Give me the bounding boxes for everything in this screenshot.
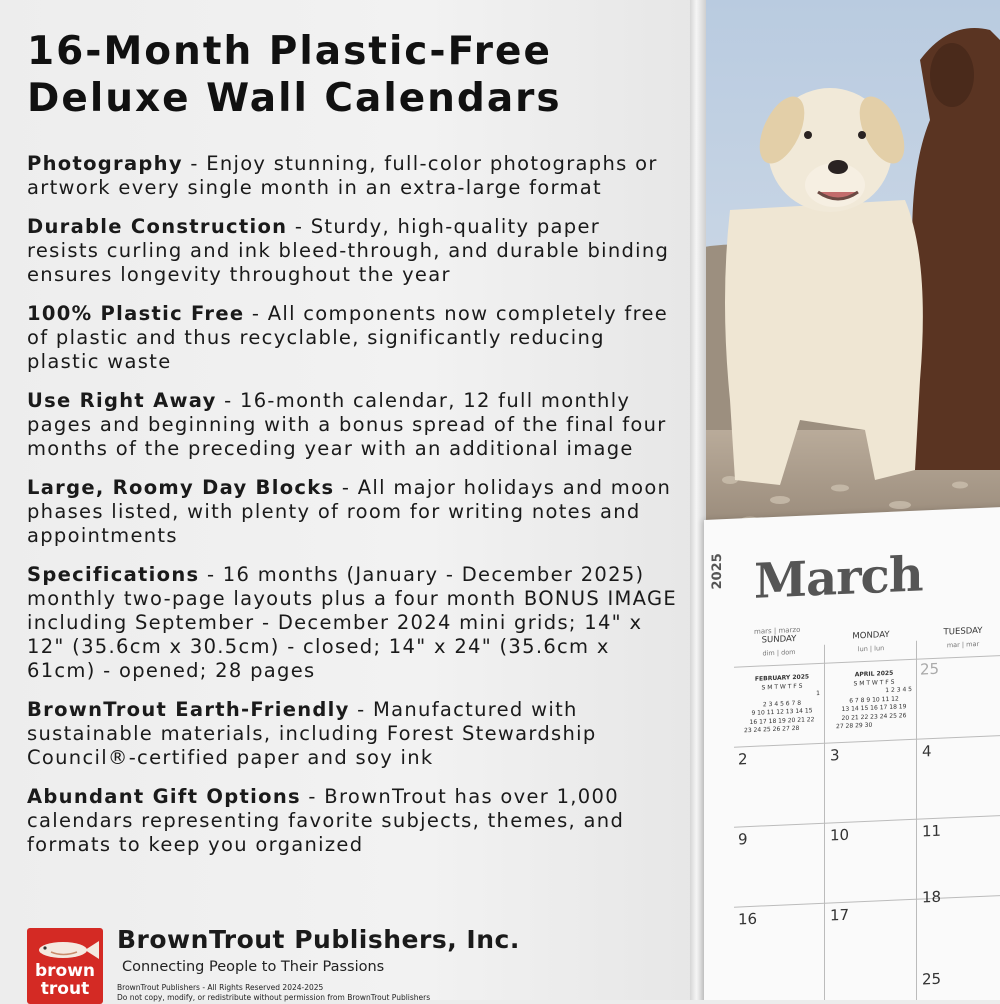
calendar-month: March — [754, 546, 923, 610]
labrador-dogs-photo — [690, 0, 1000, 560]
mini-calendar-title: APRIL 2025 — [854, 669, 894, 679]
feature-item — [27, 215, 677, 287]
feature-title: 100% Plastic Free — [27, 302, 245, 325]
day-header-monday: MONDAY — [852, 629, 890, 642]
date-cell: 11 — [922, 821, 942, 841]
date-cell: 18 — [922, 887, 942, 907]
date-cell: 4 — [922, 742, 932, 761]
date-cell: 9 — [738, 830, 748, 849]
title-line-2: Deluxe Wall Calendars — [27, 76, 562, 121]
feature-title: Specifications — [27, 563, 200, 586]
feature-title: Photography — [27, 152, 183, 175]
day-sub-tuesday: mar | mar — [946, 639, 980, 650]
logo-text-trout: trout — [40, 979, 90, 999]
date-cell: 17 — [830, 905, 850, 925]
browntrout-logo — [27, 928, 103, 1004]
grid-divider — [734, 894, 1000, 908]
date-cell: 3 — [830, 746, 840, 765]
day-header-sunday: SUNDAY — [761, 633, 797, 646]
calendar-preview — [690, 0, 1000, 1000]
mini-calendar-february — [744, 673, 820, 736]
grid-divider — [734, 814, 1000, 828]
mini-calendar-row: 16 17 18 19 20 21 22 — [749, 715, 815, 726]
feature-list — [27, 152, 677, 872]
date-cell: 25 — [920, 659, 940, 679]
date-cell: 16 — [738, 909, 758, 929]
calendar-year: 2025 — [710, 552, 725, 590]
mini-calendar-row: 1 — [816, 689, 820, 698]
mini-calendar-row: 1 2 3 4 5 — [885, 685, 912, 695]
mini-calendar-row: 9 10 11 12 13 14 15 — [751, 707, 813, 717]
copyright-notice: Do not copy, modify, or redistribute without permission from BrownTrout Publishers — [117, 993, 431, 1002]
publisher-tagline: Connecting People to Their Passions — [122, 959, 385, 975]
feature-item — [27, 698, 677, 770]
publisher-block — [27, 926, 697, 1000]
day-sub-monday: lun | lun — [857, 644, 885, 654]
day-sub-sunday: dim | dom — [762, 648, 796, 658]
feature-title: Large, Roomy Day Blocks — [27, 476, 335, 499]
calendar-month-sub: mars | marzo — [754, 625, 801, 636]
mini-calendar-row: 23 24 25 26 27 28 — [744, 724, 800, 735]
mini-calendar-row: 6 7 8 9 10 11 12 — [849, 694, 899, 705]
feature-text: - All major holidays and moon phases listed, with plenty of room for writing notes and appointments — [27, 476, 672, 547]
publisher-name: BrownTrout Publishers, Inc. — [117, 925, 520, 954]
feature-text: - Sturdy, high-quality paper resists curling and ink bleed-through, and durable binding ensures longevity throughout the year — [27, 215, 670, 286]
calendar-month-page — [704, 506, 1000, 1000]
mini-calendar-header: S M T W T F S — [761, 682, 803, 691]
day-header-tuesday: TUESDAY — [943, 625, 983, 638]
feature-item — [27, 389, 677, 461]
logo-text-brown: brown — [34, 961, 96, 981]
feature-text: - 16-month calendar, 12 full monthly pages and beginning with a bonus spread of the final four months of the preceding year with an additional image — [27, 389, 667, 460]
feature-title: Use Right Away — [27, 389, 217, 412]
date-cell: 10 — [830, 825, 850, 845]
mini-calendar-title: FEBRUARY 2025 — [754, 673, 810, 683]
mini-calendar-row: 20 21 22 23 24 25 26 — [841, 711, 907, 722]
feature-title: Durable Construction — [27, 215, 288, 238]
feature-text: - BrownTrout has over 1,000 calendars representing favorite subjects, themes, and formats to keep you organized — [27, 785, 625, 856]
title-line-1: 16-Month Plastic-Free — [27, 29, 552, 74]
feature-item — [27, 785, 677, 857]
feature-title: Abundant Gift Options — [27, 785, 301, 808]
mini-calendar-row: 27 28 29 30 — [836, 721, 873, 731]
feature-text: - 16 months (January - December 2025) monthly two-page layouts plus a four month BONUS IMAGE including September - December 2024 mini grids; 14" x 12" (35.6cm x 30.5cm) - closed; 14" x 24" (35.6cm x 61cm) - opened; 28 pages — [27, 563, 678, 682]
feature-text: - Manufactured with sustainable materials, including Forest Stewardship Council®-certified paper and soy ink — [27, 698, 597, 769]
mini-calendar-april — [836, 669, 912, 732]
grid-divider — [734, 734, 1000, 748]
page-title — [27, 28, 697, 122]
feature-title: BrownTrout Earth-Friendly — [27, 698, 350, 721]
feature-item — [27, 302, 677, 374]
feature-text: - All components now completely free of plastic and thus recyclable, significantly reducing plastic waste — [27, 302, 669, 373]
copyright-text: BrownTrout Publishers - All Rights Reserved 2024-2025 — [117, 983, 324, 992]
feature-text: - Enjoy stunning, full-color photographs or artwork every single month in an extra-large format — [27, 152, 658, 199]
mini-calendar-header: S M T W T F S — [853, 678, 895, 687]
mini-calendar-row: 2 3 4 5 6 7 8 — [762, 699, 802, 708]
date-cell: 25 — [922, 969, 942, 989]
feature-item — [27, 476, 677, 548]
feature-item — [27, 563, 677, 683]
mini-calendar-row: 13 14 15 16 17 18 19 — [841, 703, 907, 713]
grid-divider — [916, 641, 917, 1000]
date-cell: 2 — [738, 750, 748, 769]
feature-item — [27, 152, 677, 200]
